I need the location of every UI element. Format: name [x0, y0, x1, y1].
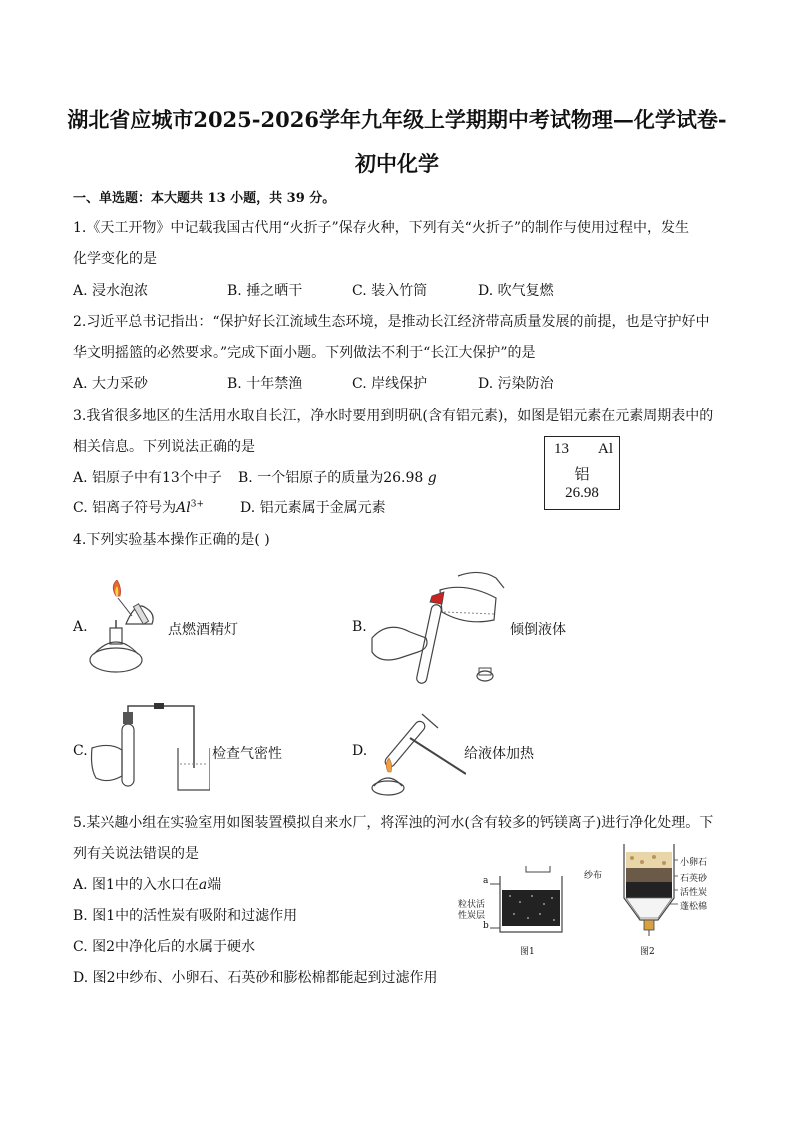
q1-option-a: A. 浸水泡浓 — [73, 283, 149, 299]
alcohol-lamp-lighting-illustration — [86, 580, 168, 676]
exam-title-line1: 湖北省应城市2025-2026学年九年级上学期期中考试物理—化学试卷- — [67, 107, 727, 132]
q3-option-c: C. 铝离子符号为$Al^{3+}$ — [73, 499, 204, 516]
pouring-liquid-illustration — [370, 568, 510, 690]
q4-option-d-letter: D. — [352, 743, 368, 759]
q4-option-a-letter: A. — [73, 619, 88, 635]
q4-option-b-letter: B. — [352, 619, 367, 635]
atomic-mass: 26.98 — [565, 485, 599, 501]
figure2-label-cotton: 蓬松棉 — [680, 902, 708, 912]
q4-option-c-caption: 检查气密性 — [212, 746, 282, 762]
q4-option-a-caption: 点燃酒精灯 — [168, 622, 238, 638]
q5-stem-line1: 5.某兴趣小组在实验室用如图装置模拟自来水厂，将浑浊的河水(含有较多的钙镁离子)进行净化处理。下 — [73, 815, 714, 831]
figure1-caption: 图1 — [520, 947, 535, 957]
heating-liquid-illustration — [370, 708, 466, 796]
element-symbol: Al — [598, 441, 613, 457]
figure1-label-a: a — [483, 876, 489, 886]
q5-option-d: D. 图2中纱布、小卵石、石英砂和膨松棉都能起到过滤作用 — [73, 970, 438, 986]
q3-option-b: B. 一个铝原子的质量为26.98 g — [238, 470, 437, 486]
figure1-carbon-filter-diagram — [490, 862, 572, 942]
q2-option-c: C. 岸线保护 — [352, 376, 428, 392]
figure2-layered-filter-diagram — [620, 838, 678, 938]
section-heading: 一、单选题：本大题共 13 小题，共 39 分。 — [73, 191, 336, 206]
q3-option-d: D. 铝元素属于金属元素 — [240, 500, 386, 516]
figure2-caption: 图2 — [640, 947, 655, 957]
q2-stem-line1: 2.习近平总书记指出：“保护好长江流域生态环境，是推动长江经济带高质量发展的前提，也是守护好中 — [73, 314, 710, 330]
q4-option-d-caption: 给液体加热 — [464, 746, 534, 762]
q2-stem-line2: 华文明摇篮的必然要求。”完成下面小题。下列做法不利于“长江大保护”的是 — [73, 345, 536, 361]
q3-stem-line1: 3.我省很多地区的生活用水取自长江，净水时要用到明矾(含有铝元素)，如图是铝元素在元素周期表中的 — [73, 408, 714, 424]
q5-stem-line2: 列有关说法错误的是 — [73, 846, 199, 862]
figure1-layer-label-2: 性炭层 — [458, 911, 486, 921]
figure1-layer-label-1: 粒状活 — [458, 900, 486, 910]
q4-option-c-letter: C. — [73, 743, 88, 759]
q1-stem-line1: 1.《天工开物》中记载我国古代用“火折子”保存火种，下列有关“火折子”的制作与使用过程中，发生 — [73, 220, 689, 236]
figure2-label-sand: 石英砂 — [680, 874, 708, 884]
atomic-number: 13 — [554, 441, 569, 457]
exam-title-line2: 初中化学 — [355, 151, 439, 176]
q5-option-b: B. 图1中的活性炭有吸附和过滤作用 — [73, 908, 298, 924]
q4-option-b-caption: 倾倒液体 — [510, 622, 566, 638]
q5-option-a: A. 图1中的入水口在a端 — [73, 877, 222, 893]
q4-stem: 4.下列实验基本操作正确的是( ) — [73, 532, 270, 548]
q1-option-c: C. 装入竹筒 — [352, 283, 428, 299]
figure2-label-carbon: 活性炭 — [680, 888, 708, 898]
element-name: 铝 — [574, 467, 590, 483]
q3-option-a: A. 铝原子中有13个中子 — [73, 470, 222, 486]
q1-option-d: D. 吹气复燃 — [478, 283, 554, 299]
q3-stem-line2: 相关信息。下列说法正确的是 — [73, 439, 255, 455]
q2-option-d: D. 污染防治 — [478, 376, 554, 392]
q2-option-b: B. 十年禁渔 — [227, 376, 303, 392]
q5-option-c: C. 图2中净化后的水属于硬水 — [73, 939, 256, 955]
q2-option-a: A. 大力采砂 — [73, 376, 149, 392]
figure2-label-gauze: 纱布 — [584, 871, 603, 881]
airtightness-check-illustration — [90, 702, 210, 792]
figure2-label-pebble: 小卵石 — [680, 858, 708, 868]
figure1-label-b: b — [483, 921, 489, 931]
q1-stem-line2: 化学变化的是 — [73, 251, 157, 267]
periodic-table-cell — [544, 436, 620, 510]
q1-option-b: B. 捶之晒干 — [227, 283, 303, 299]
